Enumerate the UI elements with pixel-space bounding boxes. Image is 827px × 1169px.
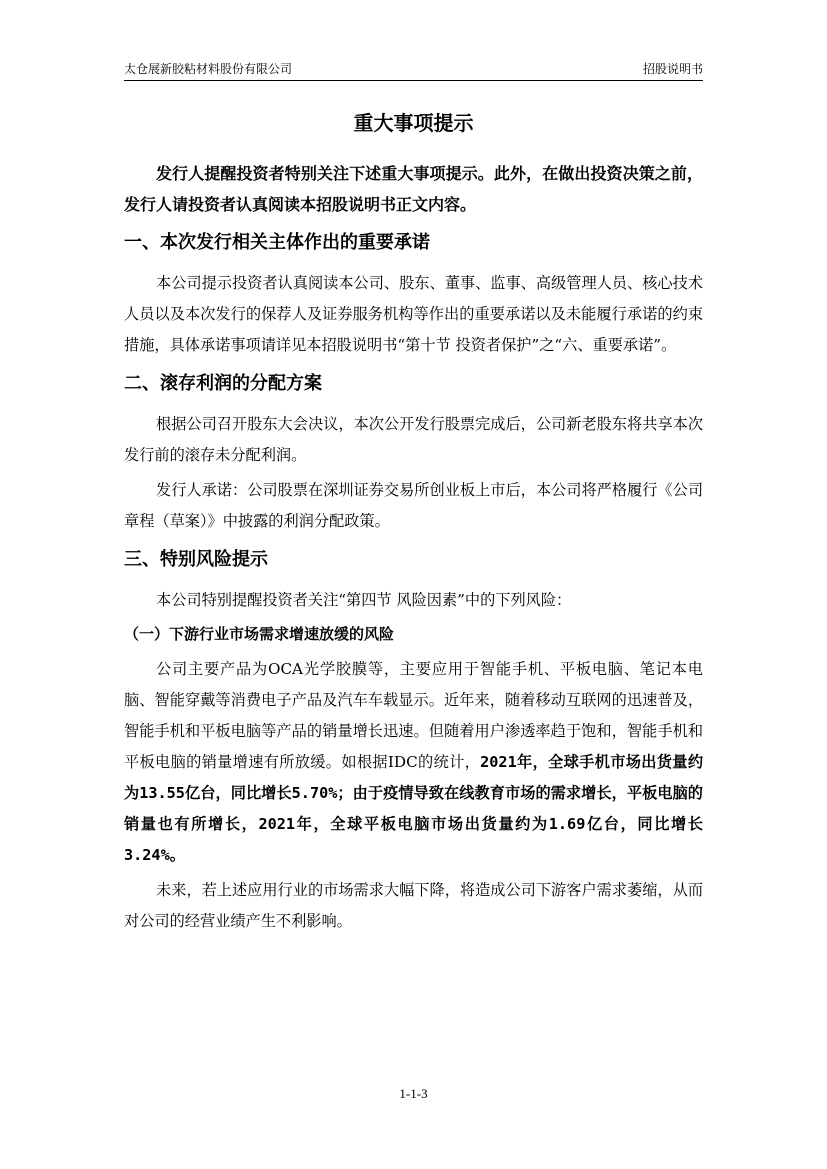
subsection-heading-demand-risk: （一）下游行业市场需求增速放缓的风险	[124, 625, 395, 643]
demand-risk-conclusion: 未来，若上述应用行业的市场需求大幅下降，将造成公司下游客户需求萎缩，从而对公司的经营业绩产生不利影响。	[124, 881, 703, 930]
section-heading-profit-distribution: 二、滚存利润的分配方案	[124, 373, 322, 394]
header-doc-type: 招股说明书	[642, 62, 703, 76]
section-heading-commitments: 一、本次发行相关主体作出的重要承诺	[124, 232, 430, 253]
demand-risk-bold-text: 2021年，全球手机市场出货量约为13.55亿台，同比增长5.70%；由于疫情导致在线教育市场的需求增长，平板电脑的销量也有所增长，2021年，全球平板电脑市场出货量约为1.69亿台，同比增长3.24%。	[124, 753, 704, 864]
intro-paragraph: 发行人提醒投资者特别关注下述重大事项提示。此外，在做出投资决策之前，发行人请投资者认真阅读本招股说明书正文内容。	[124, 164, 703, 214]
demand-risk-text: 公司主要产品为OCA光学胶膜等，主要应用于智能手机、平板电脑、笔记本电脑、智能穿戴等消费电子产品及汽车车载显示。近年来，随着移动互联网的迅速普及，智能手机和平板电脑等产品的销量增长迅速。但随着用户渗透率趋于饱和，智能手机和平板电脑的销量增速有所放缓。如根据IDC的统计，	[124, 660, 703, 771]
risk-intro-paragraph: 本公司特别提醒投资者关注“第四节 风险因素”中的下列风险：	[156, 591, 572, 609]
section-heading-risk: 三、特别风险提示	[124, 549, 268, 570]
demand-risk-paragraph	[124, 654, 703, 871]
page-body	[124, 108, 703, 941]
header-company: 太仓展新胶粘材料股份有限公司	[124, 62, 293, 76]
page-title: 重大事项提示	[353, 111, 474, 135]
running-header	[124, 60, 703, 78]
header-rule	[124, 80, 703, 81]
profit-paragraph-1: 根据公司召开股东大会决议，本次公开发行股票完成后，公司新老股东将共享本次发行前的滚存未分配利润。	[124, 415, 703, 464]
page-number: 1-1-3	[399, 1086, 428, 1101]
commitments-paragraph: 本公司提示投资者认真阅读本公司、股东、董事、监事、高级管理人员、核心技术人员以及本次发行的保荐人及证券服务机构等作出的重要承诺以及未能履行承诺的约束措施，具体承诺事项请详见本招股说明书“第十节 投资者保护”之“六、重要承诺”。	[124, 274, 703, 354]
profit-paragraph-2: 发行人承诺：公司股票在深圳证券交易所创业板上市后，本公司将严格履行《公司章程（草案）》中披露的利润分配政策。	[124, 481, 703, 530]
